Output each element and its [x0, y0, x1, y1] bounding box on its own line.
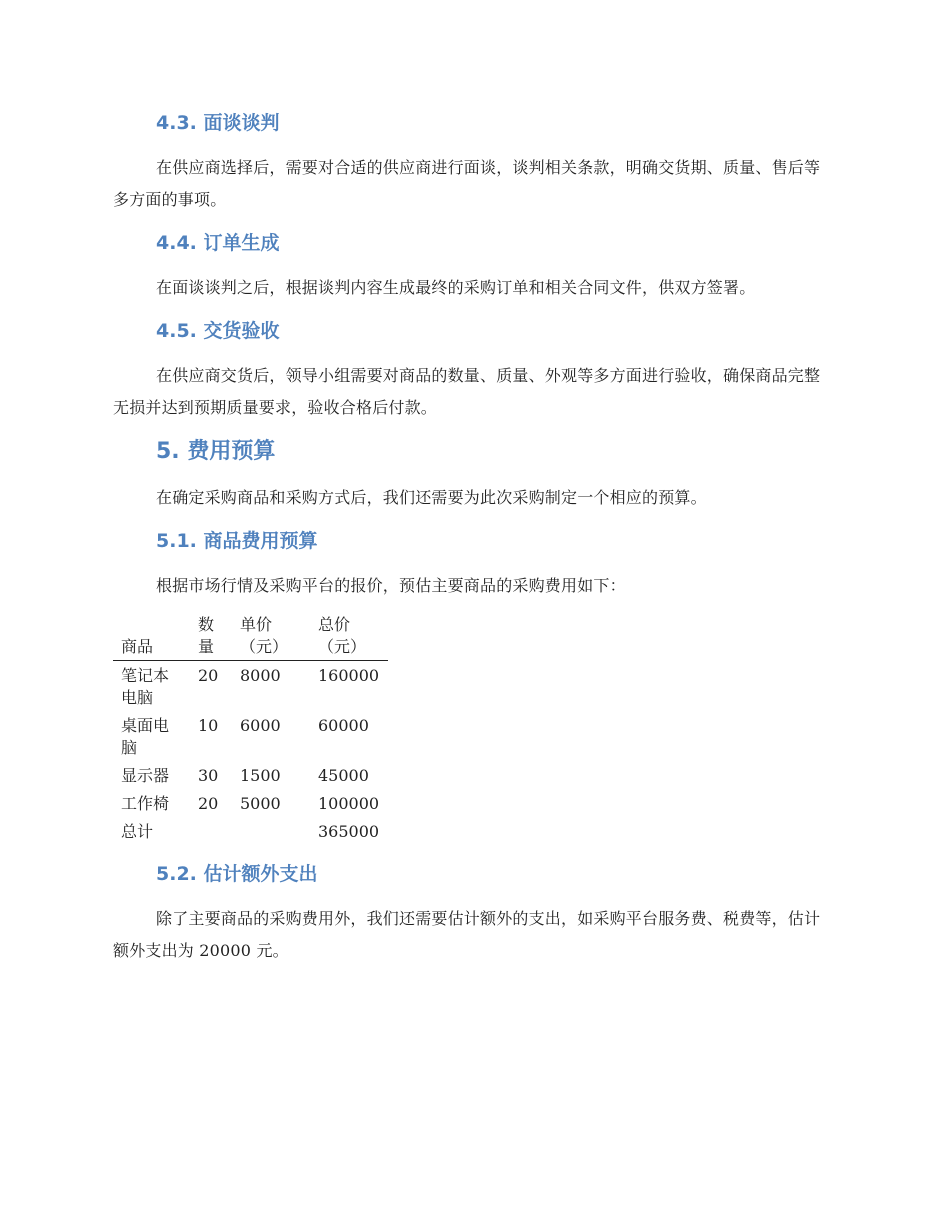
heading-4-5: 4.5. 交货验收 [156, 320, 280, 342]
cell-total-price: 45000 [318, 766, 369, 785]
cell-item: 工作椅 [121, 794, 170, 813]
paragraph-4-4: 在面谈谈判之后，根据谈判内容生成最终的采购订单和相关合同文件，供双方签署。 [156, 278, 756, 297]
cell-total-price: 160000 [318, 666, 380, 685]
cell-quantity [190, 817, 232, 845]
cell-total-price: 100000 [318, 794, 380, 813]
heading-5-1: 5.1. 商品费用预算 [156, 530, 318, 552]
cell-item: 显示器 [121, 766, 170, 785]
paragraph-4-3: 在供应商选择后，需要对合适的供应商进行面谈，谈判相关条款，明确交货期、质量、售后等多方面的事项。 [113, 158, 821, 209]
heading-4-3: 4.3. 面谈谈判 [156, 112, 280, 134]
table-row [113, 711, 388, 761]
cell-quantity: 20 [198, 666, 219, 685]
cell-unit-price: 5000 [240, 794, 281, 813]
cell-unit-price: 1500 [240, 766, 281, 785]
header-item: 商品 [113, 614, 190, 661]
table-header-row [113, 614, 388, 661]
paragraph-5-2: 除了主要商品的采购费用外，我们还需要估计额外的支出，如采购平台服务费、税费等，估计额外支出为 20000 元。 [113, 909, 821, 960]
cell-item: 桌面电脑 [121, 716, 170, 757]
paragraph-5: 在确定采购商品和采购方式后，我们还需要为此次采购制定一个相应的预算。 [156, 488, 707, 507]
cell-unit-price [232, 817, 310, 845]
cell-total-price: 365000 [318, 822, 380, 841]
cell-item: 笔记本电脑 [121, 666, 170, 707]
paragraph-4-5: 在供应商交货后，领导小组需要对商品的数量、质量、外观等多方面进行验收，确保商品完整无损并达到预期质量要求，验收合格后付款。 [113, 366, 821, 417]
paragraph-5-1: 根据市场行情及采购平台的报价，预估主要商品的采购费用如下： [156, 576, 626, 595]
cell-item: 总计 [121, 822, 154, 841]
budget-table [113, 614, 388, 845]
table-row [113, 661, 388, 712]
table-row-total [113, 817, 388, 845]
cell-quantity: 30 [198, 766, 219, 785]
cell-unit-price: 8000 [240, 666, 281, 685]
heading-4-4: 4.4. 订单生成 [156, 232, 280, 254]
cell-quantity: 20 [198, 794, 219, 813]
table-row [113, 789, 388, 817]
heading-5: 5. 费用预算 [156, 439, 276, 464]
header-unit-price: 单价（元） [232, 614, 310, 661]
header-total-price: 总价（元） [310, 614, 388, 661]
cell-unit-price: 6000 [240, 716, 281, 735]
header-quantity: 数量 [190, 614, 232, 661]
heading-5-2: 5.2. 估计额外支出 [156, 863, 318, 885]
document-content [113, 108, 828, 979]
cell-quantity: 10 [198, 716, 219, 735]
cell-total-price: 60000 [318, 716, 369, 735]
table-row [113, 761, 388, 789]
